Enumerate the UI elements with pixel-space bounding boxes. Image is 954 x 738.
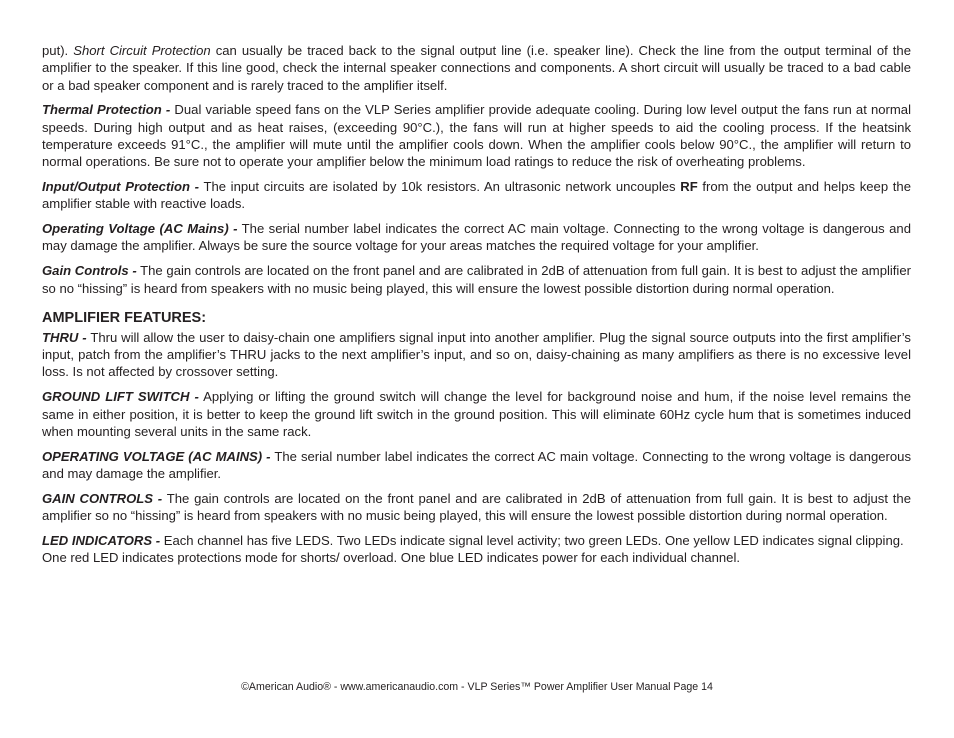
operating-voltage-title: Operating Voltage (AC Mains) - [42,221,238,237]
thermal-protection-paragraph [42,101,911,170]
operating-voltage-paragraph [42,220,911,255]
paragraph-text: Each channel has five LEDS. Two LEDs indicate signal level activity; two green LEDs. One yellow LED indicates signal clipping. One red LED indicates protections mode for shorts/ overload. One blue LED indicates power for each individual channel. [42,532,904,566]
thru-title: THRU - [42,329,87,345]
short-circuit-term: Short Circuit Protection [73,43,211,58]
paragraph-lead: put). [42,43,74,58]
feature-operating-voltage-paragraph [42,448,911,483]
paragraph-text: from the output and helps keep the amplifier stable with reactive loads. [42,179,911,212]
page-body [42,42,911,574]
led-indicators-paragraph [42,532,911,567]
ground-lift-paragraph [42,388,911,440]
thru-paragraph [42,329,911,381]
paragraph-text: The gain controls are located on the front panel and are calibrated in 2dB of attenuation from full gain. It is best to adjust the amplifier so no “hissing” is heard from speakers with no music being played, this will ensure the lowest possible distortion during normal operation. [42,263,911,296]
feature-gain-controls-paragraph [42,490,911,525]
page-footer: ©American Audio® - www.americanaudio.com - VLP Series™ Power Amplifier User Manual Page 14 [241,681,713,693]
feature-gain-controls-title: GAIN CONTROLS - [42,490,163,506]
led-indicators-title: LED INDICATORS - [42,532,161,548]
paragraph-text: The input circuits are isolated by 10k resistors. An ultrasonic network uncouples [199,179,681,195]
paragraph-text: The gain controls are located on the front panel and are calibrated in 2dB of attenuation from full gain. It is best to adjust the amplifier so no “hissing” is heard from speakers with no music being played, this will ensure the lowest possible distortion during normal operation. [42,490,911,524]
paragraph-text: The serial number label indicates the correct AC main voltage. Connecting to the wrong voltage is dangerous and may damage the amplifier. Always be sure the source voltage for your areas matches the required voltage for your amplifier. [42,221,911,254]
paragraph-text: Dual variable speed fans on the VLP Series amplifier provide adequate cooling. During low level output the fans run at normal speeds. During high output and as heat raises, (exceeding 90°C.), the fans will run at higher speeds to aid the cooling process. If the heatsink temperature exceeds 91°C., the amplifier will mute until the amplifier cools down. When the amplifier cools below 90°C., the amplifier will return to normal operations. Be sure not to operate your amplifier below the minimum load ratings to reduce the risk of overheating problems. [42,102,911,170]
amplifier-features-heading: AMPLIFIER FEATURES: [42,309,207,326]
gain-controls-title: Gain Controls - [42,263,137,279]
rf-term: RF [680,179,698,195]
paragraph-text: The serial number label indicates the correct AC main voltage. Connecting to the wrong voltage is dangerous and may damage the amplifier. [42,448,911,481]
paragraph-text: Applying or lifting the ground switch will change the level for background noise and hum, if the noise level remains the same in either position, it is better to keep the ground lift switch in the ground position. This will eliminate 60Hz cycle hum that is sometimes induced when mounting several units in the same rack. [42,389,911,439]
ground-lift-title: GROUND LIFT SWITCH - [42,389,199,405]
io-protection-title: Input/Output Protection - [42,179,199,195]
feature-operating-voltage-title: OPERATING VOLTAGE (AC MAINS) - [42,448,271,464]
thermal-protection-title: Thermal Protection - [42,102,171,118]
short-circuit-paragraph [42,42,911,94]
paragraph-text: Thru will allow the user to daisy-chain one amplifiers signal input into another amplifier. Plug the signal source outputs into the first amplifier’s input, patch from the amplifier’s THRU jacks to the next amplifier’s input, and so on, daisy-chaining as many amplifiers as there is no excessive level loss. Is not affected by crossover setting. [42,329,911,380]
io-protection-paragraph [42,178,911,213]
paragraph-text: can usually be traced back to the signal output line (i.e. speaker line). Check the line from the output terminal of the amplifier to the speaker. If this line good, check the internal speaker connections and components. A short circuit will usually be traced to a bad cable or a bad speaker component and is rarely traced to the amplifier itself. [42,43,911,93]
gain-controls-paragraph [42,262,911,297]
